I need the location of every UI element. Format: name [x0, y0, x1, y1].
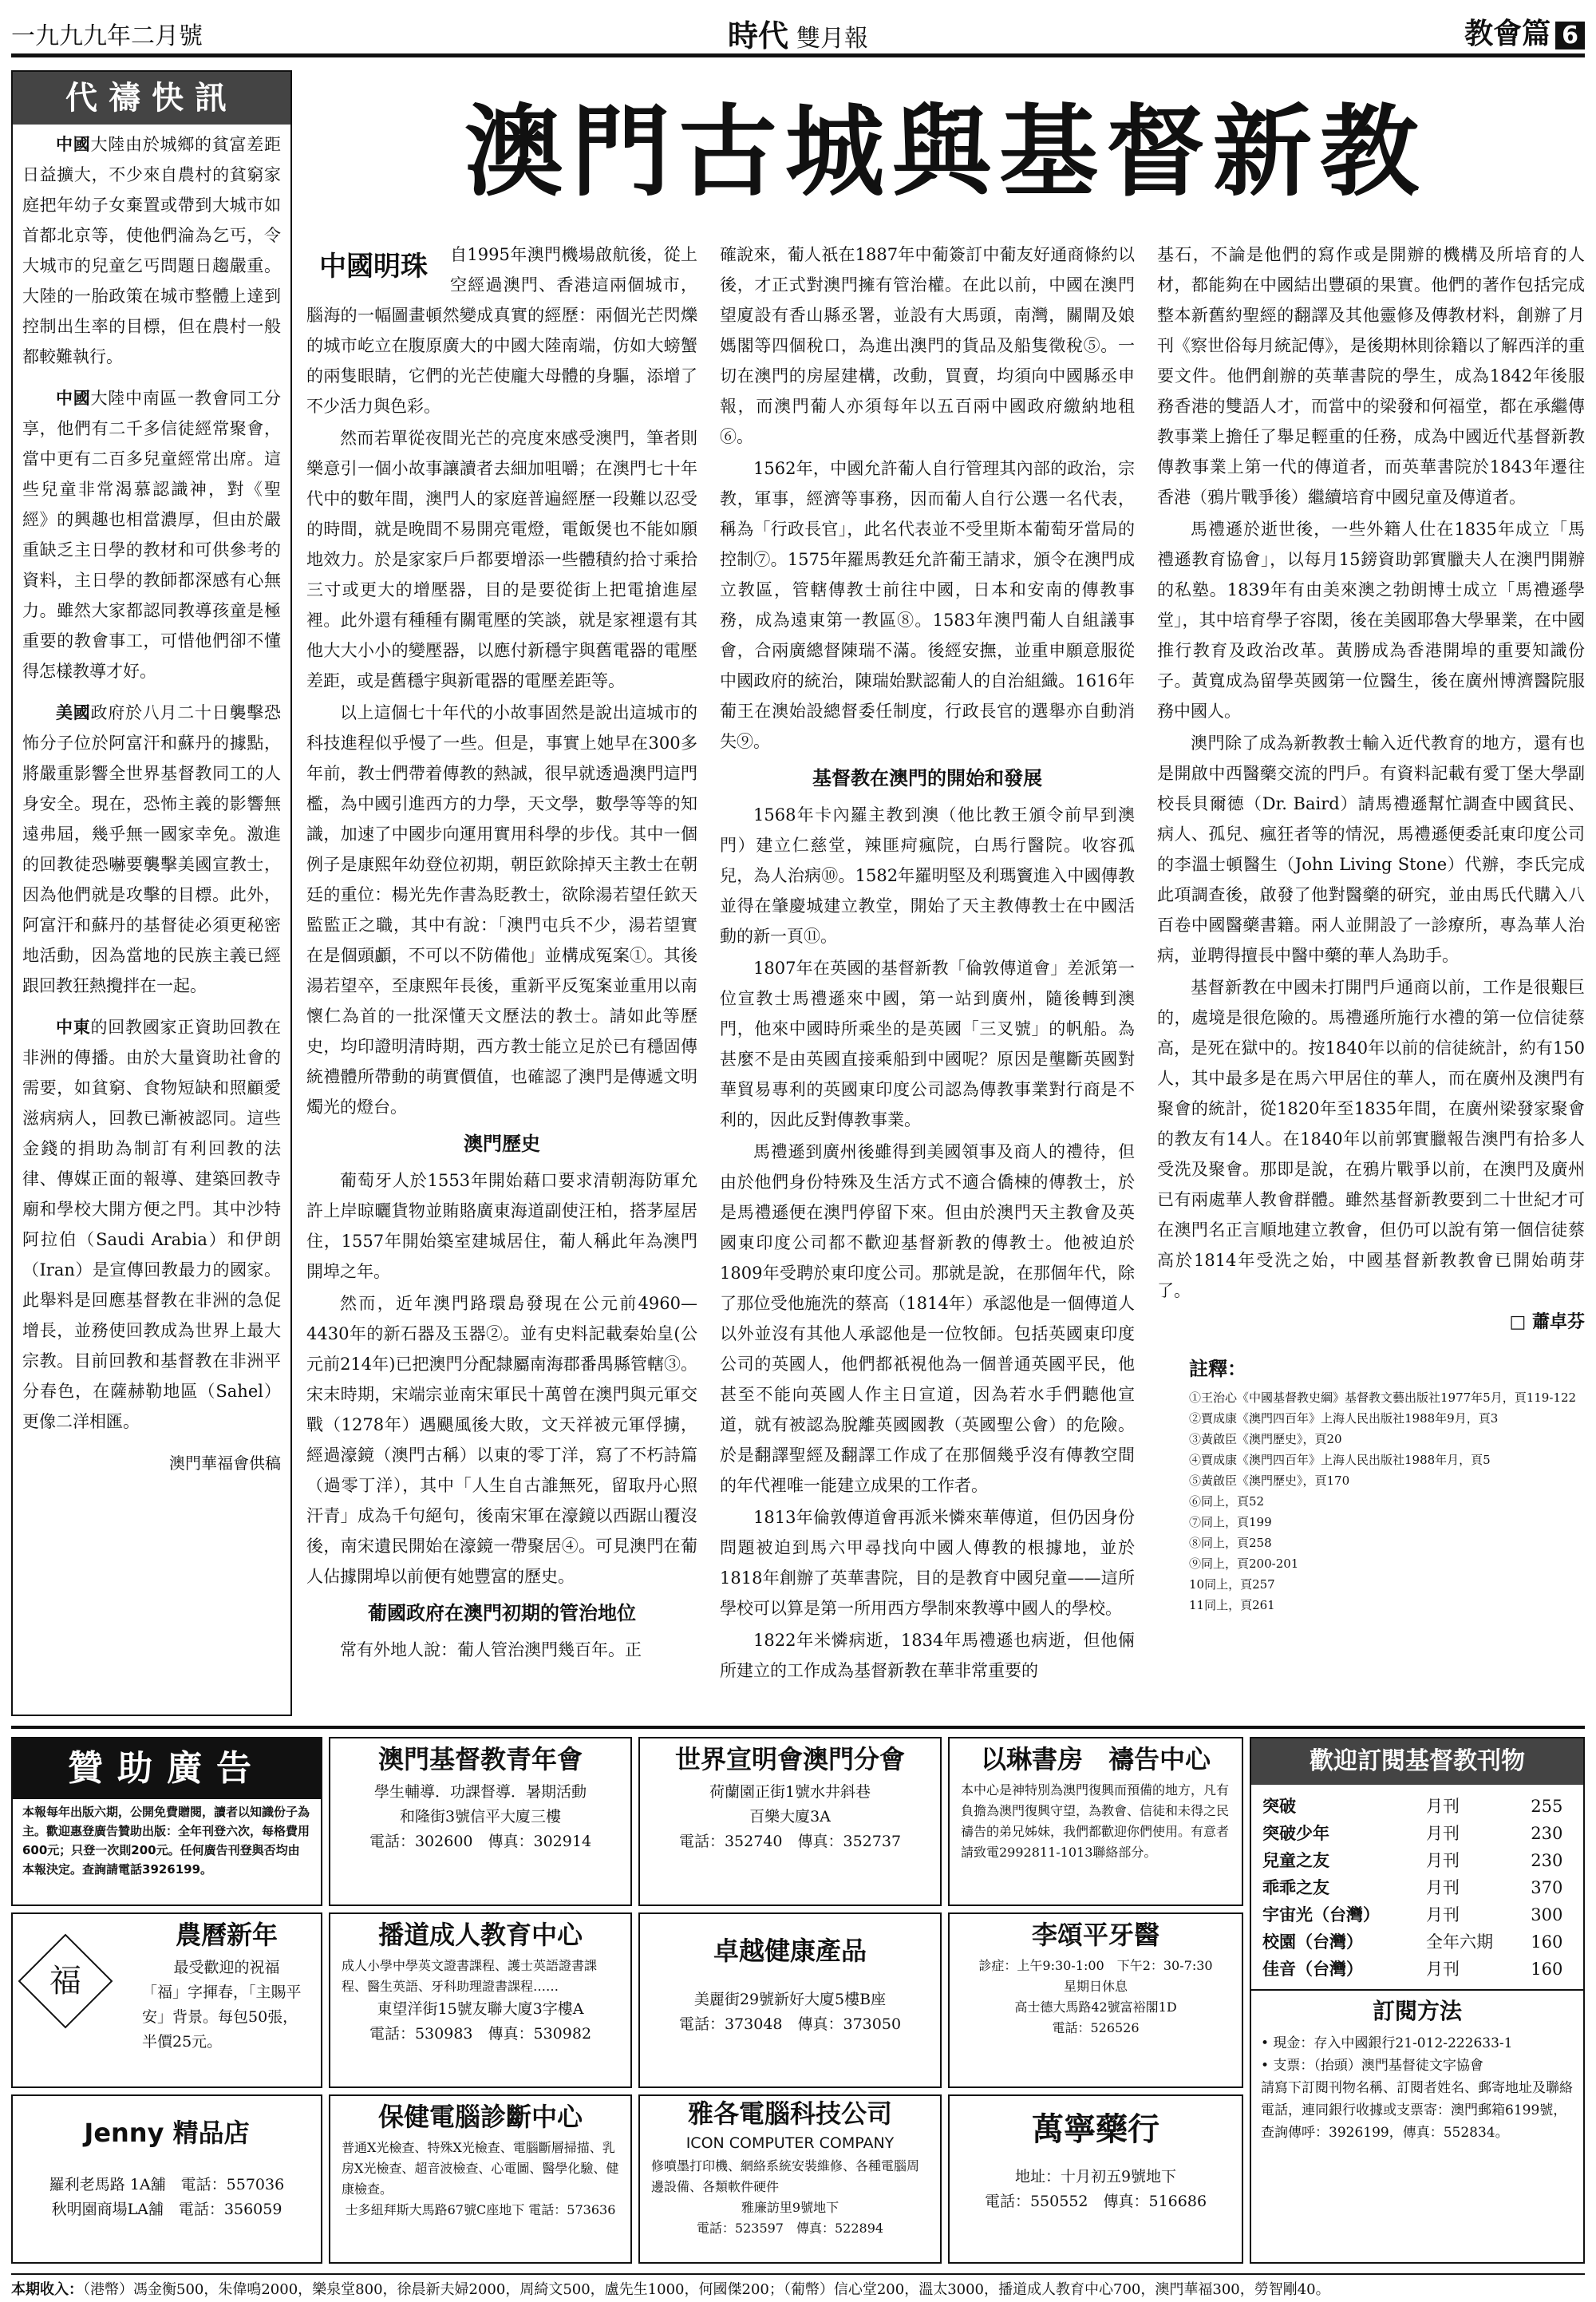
- ad-line: 成人小學中學英文證書課程、護士英語證書課程、醫生英語、牙科助理證書課程……: [342, 1958, 598, 1994]
- magazine-price: 160: [1531, 1960, 1563, 1979]
- ad-line: 學生輔導．功課督導．暑期活動: [373, 1783, 587, 1801]
- subscription-row: [1251, 1847, 1583, 1874]
- magazine-name: 突破: [1262, 1797, 1296, 1816]
- note-item: ①王治心《中國基督教史綱》基督教文藝出版社1977年5月，頁119-122: [1189, 1390, 1577, 1405]
- magazine-price: 255: [1531, 1797, 1563, 1816]
- magazine-name: 乖乖之友: [1262, 1878, 1329, 1897]
- sponsor-title: 贊助廣告: [13, 1738, 321, 1799]
- article-paragraph: 自1995年澳門機場啟航後，從上空經過澳門、香港這兩個城市，腦海的一幅圖畫頓然變成真實的經歷：兩個光芒閃爍的城市屹立在腹原廣大的中國大陸南端，仿如大螃蟹的兩隻眼睛，它們的光芒使龐大母體的身驅，添增了不少活力與色彩。: [306, 245, 697, 416]
- ad-title: 以琳書房 禱告中心: [980, 1744, 1211, 1774]
- ad-lunar-new-year: [11, 1912, 322, 2088]
- ad-line: 羅利老馬路 1A舖 電話：557036: [49, 2176, 285, 2193]
- page-number: 6: [1555, 22, 1585, 49]
- ad-line: 診症：上午9:30-1:00 下午2：30-7:30: [978, 1958, 1213, 1973]
- subscription-row: [1251, 1901, 1583, 1928]
- ad-line: 士多紐拜斯大馬路67號C座地下 電話：573636: [345, 2202, 616, 2217]
- note-item: ⑨同上，頁200-201: [1189, 1556, 1299, 1571]
- ad-elim-bookroom: [948, 1737, 1243, 1906]
- ad-title: 萬寧藥行: [1032, 2111, 1159, 2148]
- magazine-price: 160: [1531, 1932, 1563, 1952]
- article-paragraph: 確說來，葡人祇在1887年中葡簽訂中葡友好通商條約以後，才正式對澳門擁有管治權。在此以前，中國在澳門望廈設有香山縣丞署，並設有大馬頭，南灣，關閘及娘媽閣等四個稅口，為進出澳門的貨品及船隻徵稅⑤。一切在澳門的房屋建構，改動，買賣，均須向中國縣丞申報，而澳門葡人亦須每年以五百兩中國政府繳納地租⑥。: [720, 245, 1135, 446]
- article-column-1: [306, 239, 697, 1716]
- article-paragraph: 澳門除了成為新教教士輸入近代教育的地方，還有也是開啟中西醫藥交流的門戶。有資料記載有愛丁堡大學副校長貝爾德（Dr. Baird）請馬禮遜幫忙調查中國貧民、病人、孤兒、瘋狂者等的情況，馬禮遜便委託東印度公司的李溫士頓醫生（John Living Stone）代辦，李氏完成此項調查後，啟發了他對醫藥的研究，並由馬氏代購入八百卷中國醫藥書籍。兩人並開設了一診療所，專為華人治病，並聘得擅長中醫中藥的華人為助手。: [1157, 734, 1585, 965]
- magazine-name: 兒童之友: [1262, 1851, 1329, 1870]
- ad-title: 世界宣明會澳門分會: [674, 1744, 905, 1774]
- magazine-name: 突破少年: [1262, 1824, 1329, 1843]
- note-item: 11同上，頁261: [1189, 1598, 1275, 1612]
- note-item: ⑧同上，頁258: [1189, 1536, 1272, 1550]
- subheading-portuguese-rule: 葡國政府在澳門初期的管治地位: [368, 1602, 636, 1624]
- ad-title: 李頌平牙醫: [1031, 1920, 1159, 1950]
- prayer-keyword: 中東: [56, 1018, 91, 1037]
- issue-date: 一九九九年二月號: [11, 22, 203, 50]
- note-item: ⑦同上，頁199: [1189, 1515, 1272, 1529]
- prayer-item: [22, 129, 281, 372]
- prayer-text: 的回教國家正資助回教在非洲的傳播。由於大量資助社會的需要，如貧窮、食物短缺和照顧愛滋病病人，回教已漸被認同。這些金錢的捐助為制訂有利回教的法律、傳媒正面的報導、建築回教寺廟和學校大開方便之門。其中沙特阿拉伯（Saudi Arabia）和伊朗（Iran）是宣傳回教最力的國家。此舉料是回應基督教在非洲的急促增長，並務使回教成為世界上最大宗教。目前回教和基督教在非洲平分春色，在薩赫勒地區（Sahel）更像二洋相匯。: [22, 1018, 281, 1431]
- ad-line: 秋明園商場LA舖 電話：356059: [51, 2201, 282, 2218]
- article-paragraph: 1822年米憐病逝，1834年馬禮遜也病逝，但他倆所建立的工作成為基督新教在華非常重要的: [720, 1631, 1135, 1680]
- magazine-price: 370: [1531, 1878, 1563, 1897]
- section-label: [1464, 11, 1585, 52]
- subscription-method-line: • 支票：（抬頭）澳門基督徒文字協會: [1261, 2058, 1483, 2074]
- magazine-frequency: 月刊: [1426, 1824, 1460, 1843]
- ad-line: 東望洋街15號友聯大廈3字樓A: [377, 2000, 584, 2018]
- ad-world-vision: [638, 1737, 942, 1906]
- article-paragraph: 常有外地人說：葡人管治澳門幾百年。正: [340, 1640, 642, 1659]
- article-paragraph: 1568年卡內羅主教到澳（他比教王頒令前早到澳門）建立仁慈堂，辣匪疴瘋院，白馬行醫院。收容孤兒，為人治病⑩。1582年羅明堅及利瑪竇進入中國傳教並得在肇慶城建立教堂，開始了天主教傳教士在中國活動的新一頁⑪。: [720, 805, 1135, 946]
- subscription-row: [1251, 1928, 1583, 1956]
- ad-line: 電話：550552 傳真：516686: [984, 2193, 1207, 2210]
- ad-evangel-adult-education: [329, 1912, 632, 2088]
- prayer-item: [22, 383, 281, 686]
- ad-line: 電話：530983 傳真：530982: [369, 2025, 592, 2043]
- ad-icon-computer: [638, 2094, 942, 2264]
- ad-line: 地址：十月初五9號地下: [1014, 2168, 1177, 2185]
- article-paragraph: 基石，不論是他們的寫作或是開辦的機構及所培育的人材，都能夠在中國結出豐碩的果實。他們的著作包括完成整本新舊約聖經的翻譯及其他靈修及傳教材料，創辦了月刊《察世俗每月統記傳》，是後期林則徐籍以了解西洋的重要文件。他們創辦的英華書院的學生，成為1842年後服務香港的雙語人才，而當中的梁發和何福堂，都在承繼傳教事業上擔任了舉足輕重的任務，成為中國近代基督新教傳教事業上第一代的傳道者，而英華書院於1843年遷往香港（鴉片戰爭後）繼續培育中國兒童及傳道者。: [1157, 245, 1585, 507]
- ad-line: 電話：302600 傳真：302914: [369, 1833, 592, 1850]
- note-item: ④賈成康《澳門四百年》上海人民出版社1988年月，頁5: [1189, 1453, 1491, 1467]
- magazine-price: 230: [1531, 1824, 1563, 1843]
- prayer-keyword: 中國: [56, 135, 91, 154]
- note-item: ③黃啟臣《澳門歷史》，頁20: [1189, 1432, 1342, 1446]
- subscription-row: [1251, 1820, 1583, 1847]
- ad-line: 和隆街3號信平大廈三樓: [399, 1808, 562, 1825]
- article-paragraph: 1813年倫敦傳道會再派米憐來華傳道，但仍因身份問題被迫到馬六甲尋找向中國人傳教的根據地，並於1818年創辦了英華書院，目的是教育中國兒童——這所學校可以算是第一所用西方學制來教導中國人的學校。: [720, 1508, 1135, 1618]
- prayer-text: 大陸中南區一教會同工分享，他們有二千多信徒經常聚會，當中更有二百多兒童經常出席。這些兒童非常渴慕認識神，對《聖經》的興趣也相當濃厚，但由於嚴重缺乏主日學的教材和可供參考的資料，主日學的教師都深感有心無力。雖然大家都認同教導孩童是極重要的教會事工，可惜他們卻不懂得怎樣教導才好。: [22, 389, 281, 681]
- ad-title: 農曆新年: [175, 1920, 278, 1950]
- subscription-row: [1251, 1874, 1583, 1901]
- footer-text: （港幣）馮金衡500，朱偉鳴2000，樂泉堂800，徐晨新夫婦2000，周綺文500，盧先生1000，何國傑200；（葡幣）信心堂200，溫太3000，播道成人教育中心700，澳門華福300，勞智剛40。: [83, 2281, 1330, 2298]
- ad-medical-imaging: [329, 2094, 632, 2264]
- magazine-frequency: 月刊: [1426, 1797, 1460, 1816]
- ad-line: 電話：523597 傳真：522894: [696, 2221, 884, 2236]
- ad-ymca: [329, 1737, 632, 1906]
- magazine-frequency: 月刊: [1426, 1878, 1460, 1897]
- ad-jenny-boutique: [11, 2094, 322, 2264]
- prayer-signature: 澳門華福會供稿: [169, 1454, 281, 1473]
- subheading-macau-history: 澳門歷史: [464, 1133, 540, 1155]
- article-byline: 中國明珠: [319, 251, 428, 283]
- note-item: ⑤黃啟臣《澳門歷史》，頁170: [1189, 1473, 1350, 1488]
- ad-line: 雅廉訪里9號地下: [741, 2200, 839, 2215]
- magazine-price: 230: [1531, 1851, 1563, 1870]
- paper-name: 時代: [727, 18, 788, 53]
- notes-list: [1157, 1387, 1585, 1616]
- subscription-title: 歡迎訂閱基督教刊物: [1251, 1738, 1583, 1785]
- ad-title: 保健電腦診斷中心: [377, 2102, 583, 2132]
- prayer-item: [22, 1012, 281, 1437]
- ad-line: 美麗街29號新好大廈5樓B座: [693, 1991, 887, 2008]
- subscription-method-line: 請寫下訂閱刊物名稱、訂閱者姓名、郵寄地址及聯絡電話，連同銀行收據或支票寄：澳門郵箱6199號，查詢傳呼：3926199，傳真：552834。: [1261, 2080, 1573, 2141]
- article-column-2: [720, 239, 1135, 1716]
- subscription-method-title: 訂閱方法: [1251, 1989, 1583, 2032]
- ad-line: 本中心是神特別為澳門復興而預備的地方，凡有負擔為澳門復興守望，為教會、信徒和未得之民禱告的弟兄姊妹，我們都歡迎你們使用。有意者請致電2992811-1013聯絡部分。: [961, 1782, 1230, 1860]
- subscription-table: [1251, 1793, 1583, 1983]
- magazine-name: 宇宙光（台灣）: [1262, 1905, 1380, 1924]
- article-paragraph: 1562年，中國允許葡人自行管理其內部的政治，宗教，軍事，經濟等事務，因而葡人自行公選一名代表，稱為「行政長官」，此名代表並不受里斯本葡萄牙當局的控制⑦。1575年羅馬教廷允許葡王請求，頒令在澳門成立教區，管轄傳教士前往中國，日本和安南的傳教事務，成為遠東第一教區⑧。1583年澳門葡人自組議事會，合兩廣總督陳瑞不滿。後經安撫，並重申願意服從中國政府的統治，陳瑞始默認葡人的自治組織。1616年葡王在澳始設總督委任制度，行政長官的選舉亦自動消失⑨。: [720, 459, 1135, 751]
- prayer-text: 政府於八月二十日襲擊恐怖分子位於阿富汗和蘇丹的據點，將嚴重影響全世界基督教同工的人身安全。現在，恐怖主義的影響無遠弗屆，幾乎無一國家幸免。激進的回教徒恐嚇要襲擊美國宣教士，因為他們就是攻擊的目標。此外，阿富汗和蘇丹的基督徒必須更秘密地活動，因為當地的民族主義已經跟回教狂熱攪拌在一起。: [22, 703, 281, 995]
- ad-title: 卓越健康產品: [713, 1936, 867, 1966]
- section-name: 教會篇: [1464, 18, 1551, 50]
- ad-title: 雅各電腦科技公司: [687, 2098, 892, 2129]
- ad-line: 電話：352740 傳真：352737: [678, 1833, 902, 1850]
- subscription-box: [1250, 1737, 1585, 2264]
- paper-title: [11, 11, 1585, 55]
- ad-mannings-pharmacy: [948, 2094, 1243, 2264]
- ad-line: 百樂大廈3A: [749, 1808, 831, 1825]
- note-item: ②賈成康《澳門四百年》上海人民出版社1988年9月，頁3: [1189, 1411, 1499, 1426]
- ad-lunar-new-year-content: [132, 1914, 321, 2055]
- article-paragraph: 然而，近年澳門路環島發現在公元前4960—4430年的新石器及玉器②。並有史料記載秦始皇(公元前214年)已把澳門分配隸屬南海郡番禺縣管轄③。宋末時期，宋端宗並南宋軍民十萬曾在澳門與元軍交戰（1278年）遇颶風後大敗，文天祥被元軍俘擄，經過濠鏡（澳門古稱）以東的零丁洋，寫了不朽詩篇（過零丁洋），其中「人生自古誰無死，留取丹心照汗青」成為千句絕句，後南宋軍在濠鏡以西踞山覆沒後，南宋遺民開始在濠鏡一帶聚居④。可見澳門在葡人佔據開埠以前便有她豐富的歷史。: [306, 1294, 697, 1586]
- article-author: □ 蕭卓芬: [1509, 1312, 1585, 1332]
- ad-line: 普通X光檢查、特殊X光檢查、電腦斷層掃描、乳房X光檢查、超音波檢查、心電圖、醫學化驗、健康檢查。: [342, 2140, 619, 2197]
- prayer-keyword: 美國: [56, 703, 91, 722]
- ad-line: 高士德大馬路42號富裕閣1D: [1014, 1999, 1177, 2015]
- article-paragraph: 葡萄牙人於1553年開始藉口要求清朝海防軍允許上岸晾曬貨物並賄賂廣東海道副使汪柏，搭茅屋居住，1557年開始築室建城居住，葡人稱此年為澳門開埠之年。: [306, 1171, 697, 1281]
- prayer-text: 大陸由於城鄉的貧富差距日益擴大，不少來自農村的貧窮家庭把年幼子女棄置或帶到大城市如首都北京等，使他們淪為乞丐，令大城市的兒童乞丐問題日趨嚴重。大陸的一胎政策在城市整體上達到控制出生率的目標，但在農村一般都較難執行。: [22, 135, 281, 366]
- prayer-keyword: 中國: [56, 389, 91, 408]
- prayer-body: [13, 125, 290, 1483]
- prayer-news-column: [11, 70, 292, 1716]
- prayer-item: [22, 698, 281, 1001]
- article-paragraph: 基督新教在中國未打開門戶通商以前，工作是很艱巨的，處境是很危險的。馬禮遜所施行水禮的第一位信徒蔡高，是死在獄中的。按1840年以前的信徒統計，約有150人，其中最多是在馬六甲居住的華人，而在廣州及澳門有聚會的統計，從1820年至1835年間，在廣州梁發家聚會的教友有14人。在1840年以前郭實臘報告澳門有拾多人受洗及聚會。那即是說，在鴉片戰爭以前，在澳門及廣州已有兩處華人教會群體。雖然基督新教要到二十世紀才可在澳門名正言順地建立教會，但仍可以說有第一個信徒蔡高於1814年受洗之始，中國基督新教教會已開始萌芽了。: [1157, 978, 1585, 1300]
- note-item: 10同上，頁257: [1189, 1577, 1275, 1592]
- ad-line: 電話：526526: [1052, 2020, 1140, 2035]
- magazine-frequency: 全年六期: [1426, 1932, 1494, 1952]
- ad-line: 修噴墨打印機、網絡系統安裝維修、各種電腦周邊設備、各類軟件硬件: [651, 2158, 920, 2194]
- article-column-3: [1157, 239, 1585, 1716]
- ad-title: 澳門基督教青年會: [377, 1744, 583, 1774]
- fu-character-icon: 福: [18, 1934, 113, 2029]
- ad-dentist: [948, 1912, 1243, 2088]
- magazine-frequency: 月刊: [1426, 1851, 1460, 1870]
- article-headline: 澳門古城與基督新教: [464, 95, 1427, 210]
- article-paragraph: 1807年在英國的基督新教「倫敦傳道會」差派第一位宣教士馬禮遜來中國，第一站到廣州，隨後轉到澳門，他來中國時所乘坐的是英國「三叉號」的帆船。為甚麼不是由英國直接乘船到中國呢？原因是壟斷英國對華貿易專利的英國東印度公司認為傳教事業對行商是不利的，因此反對傳教事業。: [720, 959, 1135, 1129]
- subscription-row: [1251, 1956, 1583, 1983]
- ad-line: 最受歡迎的祝福: [173, 1959, 280, 1976]
- footer-label: 本期收入：: [11, 2281, 83, 2298]
- ad-line: 星期日休息: [1063, 1979, 1128, 1994]
- article-paragraph: 馬禮遜於逝世後，一些外籍人仕在1835年成立「馬禮遜教育協會」，以每月15鎊資助郭實臘夫人在澳門開辦的私塾。1839年有由美來澳之勃朗博士成立「馬禮遜學堂」，其中培育學子容閎，後在美國耶魯大學畢業，在中國推行教育及政治改革。黃勝成為香港開埠的重要知識份子。黃寬成為留學英國第一位醫生，後在廣州博濟醫院服務中國人。: [1157, 520, 1585, 721]
- subscription-row: [1251, 1793, 1583, 1820]
- magazine-frequency: 月刊: [1426, 1960, 1460, 1979]
- magazine-price: 300: [1531, 1905, 1563, 1924]
- ad-line: 「福」字揮春，「主賜平安」背景。每包50張，半價25元。: [142, 1984, 302, 2051]
- ad-health-products: [638, 1912, 942, 2088]
- article-paragraph: 馬禮遜到廣州後雖得到美國領事及商人的禮待，但由於他們身份特殊及生活方式不適合僑棟的傳教士，於是馬禮遜便在澳門停留下來。但由於澳門天主教會及英國東印度公司都不歡迎基督新教的傳教士。他被迫於1809年受聘於東印度公司。那就是說，在那個年代，除了那位受他施洗的蔡高（1814年）承認他是一個傳道人以外並沒有其他人承認他是一位牧師。包括英國東印度公司的英國人，他們都祇視他為一個普通英國平民，他甚至不能向英國人作主日宣道，因為若水手們聽他宣道，就有被認為脫離英國國教（英國聖公會）的危險。於是翻譯聖經及翻譯工作成了在那個幾乎沒有傳教空間的年代裡唯一能建立成果的工作者。: [720, 1142, 1135, 1495]
- prayer-title: 代禱快訊: [13, 72, 290, 125]
- ads-divider: [11, 1726, 1585, 1729]
- donations-footer: [11, 2273, 1585, 2299]
- ad-title: 播道成人教育中心: [377, 1920, 583, 1950]
- subheading-christianity-in-macau: 基督教在澳門的開始和發展: [812, 767, 1042, 789]
- ad-sponsor: [11, 1737, 322, 1906]
- ad-line: 電話：373048 傳真：373050: [678, 2015, 902, 2033]
- ad-title: Jenny 精品店: [84, 2118, 250, 2148]
- masthead: [11, 6, 1585, 57]
- magazine-frequency: 月刊: [1426, 1905, 1460, 1924]
- ad-subtitle: ICON COMPUTER COMPANY: [685, 2134, 895, 2152]
- note-item: ⑥同上，頁52: [1189, 1494, 1265, 1509]
- sponsor-text: 本報每年出版六期，公開免費贈閱，讀者以知識份子為主。歡迎惠登廣告贊助出版：全年刊登六次，每格費用600元；只登一次則200元。任何廣告刊登與否均由本報決定。查詢請電話3926199。: [22, 1805, 310, 1877]
- notes-title: 註釋：: [1189, 1358, 1246, 1380]
- magazine-name: 佳音（台灣）: [1262, 1960, 1363, 1979]
- article-paragraph: 以上這個七十年代的小故事固然是說出這城市的科技進程似乎慢了一些。但是，事實上她早在300多年前，教士們帶着傳教的熱誠，很早就透過澳門這門檻，為中國引進西方的力學，天文學，數學等等的知識，加速了中國步向運用實用科學的步伐。其中一個例子是康熙年幼登位初期，朝臣欽除掉天主教士在朝廷的重位：楊光先作書為貶教士，欲除湯若望任欽天監監正之職，其中有說：「澳門屯兵不少，湯若望實在是個頭顱，不可以不防備他」並構成冤案①。其後湯若望卒，至康熙年長後，重新平反冤案並重用以南懷仁為首的一批深懂天文歷法的教士。請如此等歷史，均印證明清時期，西方教士能立足於已有穩固傳統禮體所帶動的萌實價值，也確認了澳門是傳遞文明燭光的燈台。: [306, 703, 697, 1117]
- subscription-method-line: • 現金：存入中國銀行21-012-222633-1: [1261, 2035, 1513, 2051]
- ad-line: 荷蘭園正街1號水井斜巷: [709, 1783, 871, 1801]
- article-paragraph: 然而若單從夜間光芒的亮度來感受澳門，筆者則樂意引一個小故事讓讀者去細加咀嚼；在澳門七十年代中的數年間，澳門人的家庭普遍經歷一段難以忍受的時間，就是晚間不易開亮電燈，電飯煲也不能如願地效力。於是家家戶戶都要增添一些體積約拾寸乘拾三寸或更大的增壓器，目的是要從街上把電搶進屋裡。此外還有種種有關電壓的笑談，就是家裡還有其他大大小小的變壓器，以應付新穩宇與舊電器的電壓差距，或是舊穩宇與新電器的電壓差距等。: [306, 429, 697, 690]
- magazine-name: 校園（台灣）: [1262, 1932, 1363, 1952]
- paper-subtitle: 雙月報: [796, 25, 868, 53]
